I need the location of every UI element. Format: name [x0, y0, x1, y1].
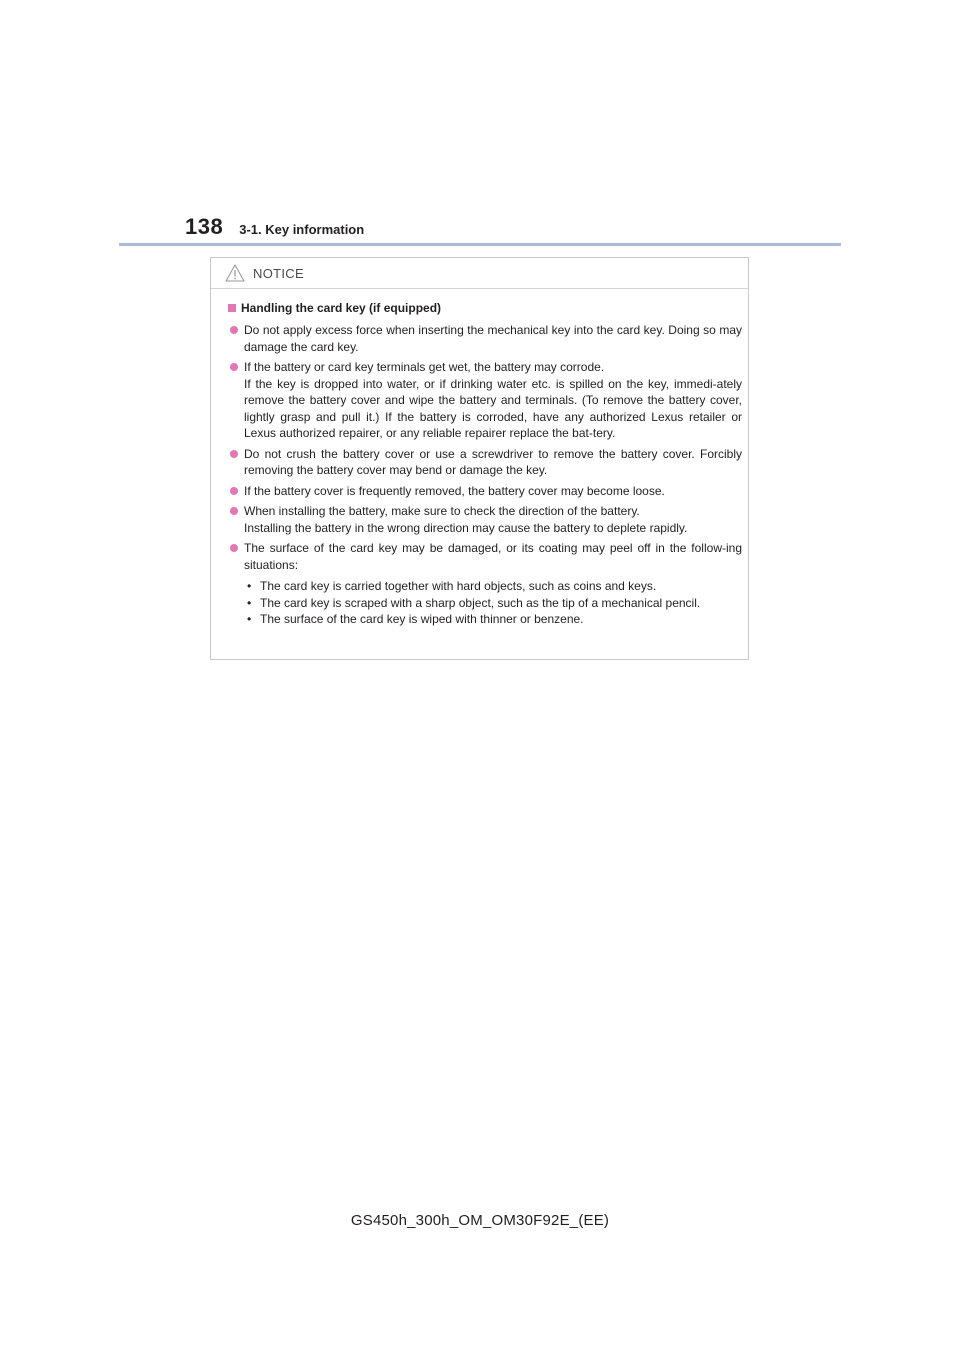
- bullet-text: [244, 446, 742, 479]
- sub-item: [244, 595, 742, 612]
- subheading-text: Handling the card key (if equipped): [241, 301, 442, 315]
- bullet-line: If the key is dropped into water, or if drinking water etc. is spilled on the key, immedi-ately remove the battery cover and wipe the battery and terminals. (To remove the battery cover, lightly grasp and pull it.) If the battery is corroded, have any authorized Lexus retailer or Lexus authorized repairer, or any reliable repairer replace the bat-tery.: [244, 376, 742, 440]
- bullet-line: Do not crush the battery cover or use a screwdriver to remove the battery cover. Forcibly removing the battery cover may bend or damage the key.: [244, 446, 742, 477]
- notice-label: NOTICE: [253, 265, 304, 281]
- middle-dot-icon: •: [247, 612, 252, 626]
- bullet-text: [244, 540, 742, 628]
- middle-dot-icon: •: [247, 579, 252, 593]
- sub-item: [244, 611, 742, 628]
- sub-item-text: The card key is carried together with hard objects, such as coins and keys.: [260, 579, 657, 593]
- bullet-text: [244, 503, 687, 536]
- notice-bullet: [230, 540, 742, 628]
- bullet-text: [244, 483, 665, 500]
- notice-header: [211, 258, 748, 289]
- sub-item-text: The card key is scraped with a sharp object, such as the tip of a mechanical pencil.: [260, 595, 701, 610]
- bullet-line: If the battery cover is frequently removed, the battery cover may become loose.: [244, 483, 665, 498]
- round-bullet-icon: [230, 544, 238, 552]
- warning-triangle-icon: [225, 264, 245, 282]
- round-bullet-icon: [230, 450, 238, 458]
- bullet-text: [244, 359, 742, 442]
- round-bullet-icon: [230, 487, 238, 495]
- notice-bullet: [230, 359, 742, 442]
- document-code-footer: GS450h_300h_OM_OM30F92E_(EE): [350, 1212, 610, 1229]
- page-header: [185, 214, 364, 240]
- bullet-line: Installing the battery in the wrong direction may cause the battery to deplete rapidly.: [244, 520, 688, 535]
- notice-subheading: [228, 301, 742, 315]
- square-bullet-icon: [228, 304, 236, 312]
- bullet-line: Do not apply excess force when inserting the mechanical key into the card key. Doing so may damage the card key.: [244, 323, 742, 354]
- sub-item-list: [244, 578, 742, 628]
- notice-bullet: [230, 322, 742, 355]
- bullet-line: If the battery or card key terminals get wet, the battery may corrode.: [244, 360, 605, 374]
- notice-bullet: [230, 446, 742, 479]
- sub-item-text: The surface of the card key is wiped with thinner or benzene.: [260, 612, 584, 626]
- sub-item: [244, 578, 742, 595]
- round-bullet-icon: [230, 326, 238, 334]
- notice-bullet: [230, 503, 742, 536]
- notice-body: [211, 289, 748, 628]
- bullet-text: [244, 322, 742, 355]
- round-bullet-icon: [230, 363, 238, 371]
- page-number: 138: [185, 214, 224, 239]
- section-title: 3-1. Key information: [239, 222, 365, 237]
- round-bullet-icon: [230, 507, 238, 515]
- header-divider: [119, 243, 841, 246]
- bullet-line: When installing the battery, make sure to check the direction of the battery.: [244, 504, 640, 518]
- middle-dot-icon: •: [247, 595, 252, 610]
- notice-box: [210, 257, 749, 660]
- notice-bullet: [230, 483, 742, 500]
- bullet-line: The surface of the card key may be damaged, or its coating may peel off in the follow-ing situations:: [244, 541, 742, 572]
